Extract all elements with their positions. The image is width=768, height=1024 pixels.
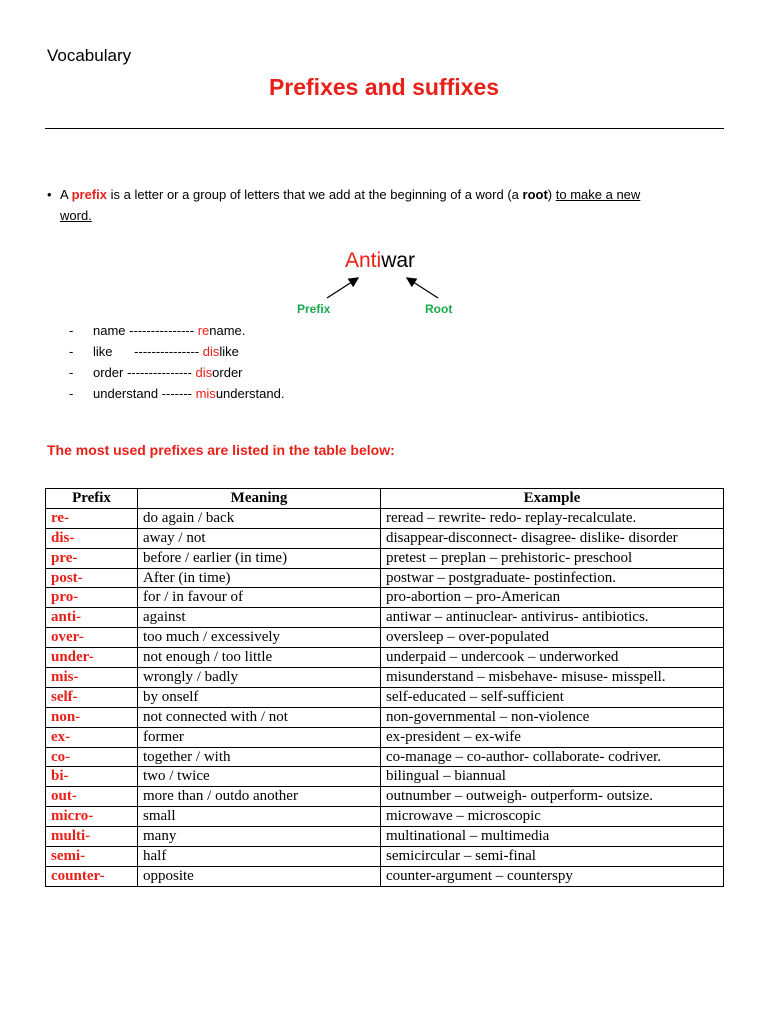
prefix-table	[45, 488, 724, 887]
table-row	[46, 588, 724, 608]
table-row	[46, 847, 724, 867]
prefix-cell: anti-	[46, 608, 138, 628]
example-cell: oversleep – over-populated	[381, 628, 724, 648]
example-cell: semicircular – semi-final	[381, 847, 724, 867]
table-row	[46, 707, 724, 727]
example-cell: self-educated – self-sufficient	[381, 687, 724, 707]
prefix-cell: pre-	[46, 548, 138, 568]
example-cell: microwave – microscopic	[381, 807, 724, 827]
example-list	[69, 320, 284, 404]
prefix-cell: dis-	[46, 528, 138, 548]
example-cell: pretest – preplan – prehistoric- preschool	[381, 548, 724, 568]
example-cell: non-governmental – non-violence	[381, 707, 724, 727]
list-item: - order --------------- disorder	[69, 365, 243, 380]
prefix-cell: semi-	[46, 847, 138, 867]
prefix-cell: co-	[46, 747, 138, 767]
meaning-cell: many	[138, 827, 381, 847]
example-word	[345, 249, 415, 273]
table-row	[46, 568, 724, 588]
prefix-cell: re-	[46, 508, 138, 528]
example-cell: co-manage – co-author- collaborate- codriver.	[381, 747, 724, 767]
prefix-arrow	[327, 278, 358, 298]
list-item: - name --------------- rename.	[69, 323, 246, 338]
meaning-cell: before / earlier (in time)	[138, 548, 381, 568]
list-item: - understand ------- misunderstand.	[69, 386, 285, 401]
prefix-cell: out-	[46, 787, 138, 807]
meaning-cell: do again / back	[138, 508, 381, 528]
list-item: - like --------------- dislike	[69, 344, 239, 359]
example-cell: postwar – postgraduate- postinfection.	[381, 568, 724, 588]
meaning-cell: two / twice	[138, 767, 381, 787]
definition-text-1: A	[60, 187, 72, 202]
example-cell: disappear-disconnect- disagree- dislike- disorder	[381, 528, 724, 548]
root-label: Root	[425, 302, 453, 316]
column-header-example: Example	[381, 489, 724, 509]
prefix-cell: over-	[46, 628, 138, 648]
table-row	[46, 628, 724, 648]
meaning-cell: away / not	[138, 528, 381, 548]
definition-text-3: )	[547, 187, 556, 202]
table-row	[46, 727, 724, 747]
document-label: Vocabulary	[47, 46, 132, 65]
prefix-cell: counter-	[46, 866, 138, 886]
example-cell: ex-president – ex-wife	[381, 727, 724, 747]
example-word-root: war	[381, 249, 416, 272]
table-row	[46, 787, 724, 807]
meaning-cell: half	[138, 847, 381, 867]
table-header-row	[46, 489, 724, 509]
table-heading: The most used prefixes are listed in the table below:	[47, 442, 395, 458]
meaning-cell: wrongly / badly	[138, 668, 381, 688]
prefix-cell: micro-	[46, 807, 138, 827]
prefix-cell: post-	[46, 568, 138, 588]
table-row	[46, 528, 724, 548]
prefix-cell: multi-	[46, 827, 138, 847]
example-cell: misunderstand – misbehave- misuse- misspell.	[381, 668, 724, 688]
meaning-cell: opposite	[138, 866, 381, 886]
definition-underlined-2: word.	[60, 208, 92, 223]
title-divider	[45, 128, 724, 129]
meaning-cell: for / in favour of	[138, 588, 381, 608]
column-header-meaning: Meaning	[138, 489, 381, 509]
bullet-icon: •	[47, 187, 52, 202]
example-cell: antiwar – antinuclear- antivirus- antibiotics.	[381, 608, 724, 628]
definition-text-2: is a letter or a group of letters that we add at the beginning of a word (a	[106, 187, 523, 202]
example-cell: reread – rewrite- redo- replay-recalculate.	[381, 508, 724, 528]
prefix-cell: mis-	[46, 668, 138, 688]
example-cell: underpaid – undercook – underworked	[381, 648, 724, 668]
meaning-cell: by onself	[138, 687, 381, 707]
meaning-cell: small	[138, 807, 381, 827]
prefix-cell: pro-	[46, 588, 138, 608]
example-cell: pro-abortion – pro-American	[381, 588, 724, 608]
table-row	[46, 827, 724, 847]
table-row	[46, 747, 724, 767]
example-cell: multinational – multimedia	[381, 827, 724, 847]
example-cell: counter-argument – counterspy	[381, 866, 724, 886]
example-cell: outnumber – outweigh- outperform- outsize.	[381, 787, 724, 807]
root-arrow	[407, 278, 438, 298]
table-row	[46, 687, 724, 707]
table-row	[46, 767, 724, 787]
table-row	[46, 866, 724, 886]
prefix-cell: non-	[46, 707, 138, 727]
prefix-cell: self-	[46, 687, 138, 707]
table-row	[46, 668, 724, 688]
meaning-cell: After (in time)	[138, 568, 381, 588]
prefix-cell: bi-	[46, 767, 138, 787]
meaning-cell: former	[138, 727, 381, 747]
table-row	[46, 807, 724, 827]
prefix-cell: under-	[46, 648, 138, 668]
example-word-prefix: Anti	[345, 249, 382, 272]
meaning-cell: not enough / too little	[138, 648, 381, 668]
table-row	[46, 508, 724, 528]
column-header-prefix: Prefix	[46, 489, 138, 509]
table-row	[46, 608, 724, 628]
meaning-cell: against	[138, 608, 381, 628]
table-row	[46, 548, 724, 568]
example-cell: bilingual – biannual	[381, 767, 724, 787]
table-row	[46, 648, 724, 668]
prefix-definition	[47, 184, 707, 226]
prefix-label: Prefix	[297, 302, 331, 316]
prefix-term: prefix	[71, 187, 107, 202]
meaning-cell: more than / outdo another	[138, 787, 381, 807]
meaning-cell: too much / excessively	[138, 628, 381, 648]
meaning-cell: not connected with / not	[138, 707, 381, 727]
definition-underlined-1: to make a new	[555, 187, 641, 202]
prefix-cell: ex-	[46, 727, 138, 747]
root-term: root	[522, 187, 548, 202]
meaning-cell: together / with	[138, 747, 381, 767]
page-title: Prefixes and suffixes	[268, 74, 500, 100]
